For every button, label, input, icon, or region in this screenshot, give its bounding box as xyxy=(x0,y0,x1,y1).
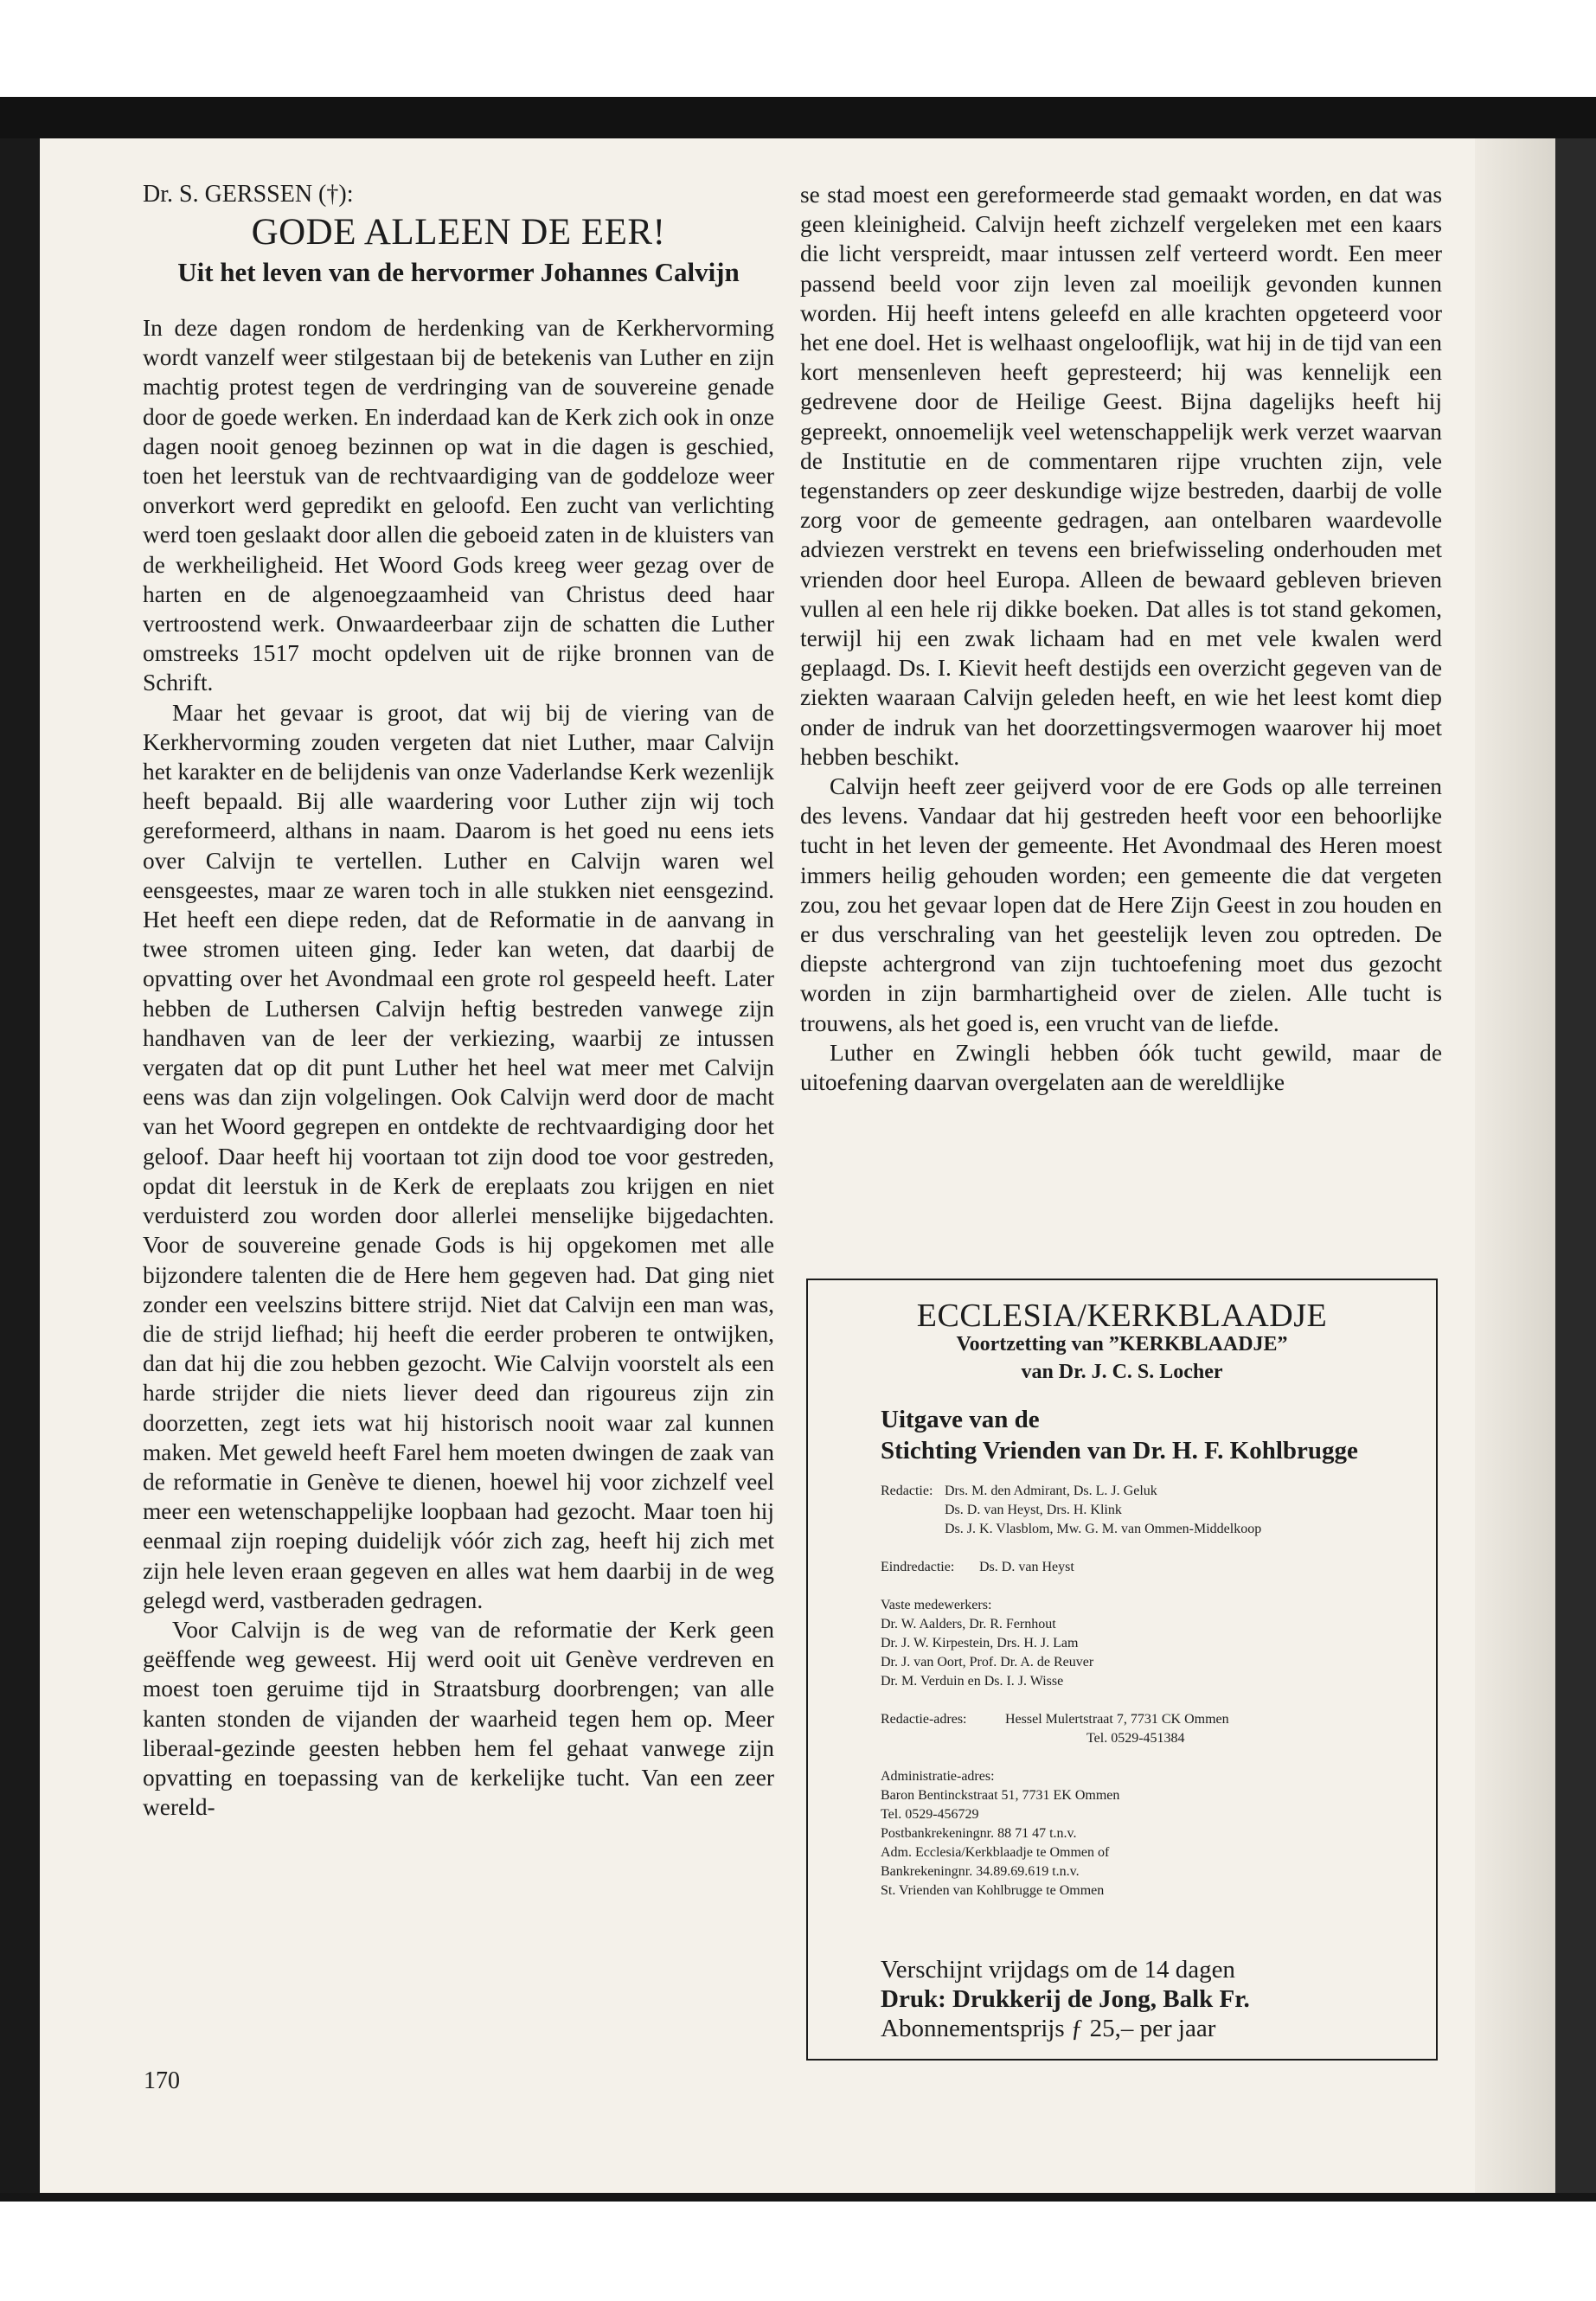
colophon-publisher-line2: Stichting Vrienden van Dr. H. F. Kohlbrugge xyxy=(881,1437,1358,1465)
colophon-title: ECCLESIA/KERKBLAADJE xyxy=(916,1298,1328,1334)
redactie-telefoon: Tel. 0529-451384 xyxy=(1086,1731,1185,1746)
article-paragraph: se stad moest een gereformeerde stad gemaakt worden, en dat was geen kleinigheid. Calvijn heeft zichzelf vergeleken met een kaars die licht verspreidt, maar intussen zelf verteerd wordt. Een meer passend beeld voor zijn leven zal moeilijk gevonden kunnen worden. Hij heeft intens geleefd en alle krachten opgeteerd voor het ene doel. Het is welhaast ongelooflijk, wat hij in de tijd van een kort mensenleven heeft gepresteerd; hij was kennelijk een gedrevene door de Heilige Geest. Bijna dagelijks heeft hij gepreekt, onnoemelijk veel wetenschappelijk werk verzet waarvan de Institutie en de commentaren rijpe vruchten zijn, vele tegenstanders op zeer deskundige wijze bestreden, daarbij de volle zorg voor de gemeente gedragen, aan ontelbaren waardevolle adviezen verstrekt en tevens een briefwisseling onderhouden met vrienden door heel Europa. Alleen de bewaard gebleven brieven vullen al een hele rij dikke boeken. Dat alles is tot stand gekomen, terwijl hij een zwak lichaam had en met vele kwalen werd geplaagd. Ds. I. Kievit heeft destijds een overzicht gegeven van de ziekten waaraan Calvijn geleden heeft, en wie het leest komt diep onder de indruk van het doorzettingsvermogen waarover hij moet hebben beschikt. xyxy=(800,182,1442,770)
colophon-box xyxy=(806,1279,1438,2061)
redactie-line: Drs. M. den Admirant, Ds. L. J. Geluk xyxy=(945,1484,1157,1498)
scan-margin-bottom xyxy=(0,2202,1596,2301)
colophon-frequency: Verschijnt vrijdags om de 14 dagen xyxy=(881,1956,1235,1984)
administratie-line: Bankrekeningnr. 34.89.69.619 t.n.v. xyxy=(881,1864,1080,1879)
redactie-line: Ds. J. K. Vlasblom, Mw. G. M. van Ommen-Middelkoop xyxy=(945,1522,1262,1536)
scan-edge-right xyxy=(1555,138,1596,2206)
article-paragraph: In deze dagen rondom de herdenking van de Kerkhervorming wordt vanzelf weer stilgestaan bij de betekenis van Luther en zijn machtig protest tegen de verdringing van de souvereine genade door de goede werken. En inderdaad kan de Kerk zich ook in onze dagen nooit genoeg bezinnen op wat in die dagen is geschied, toen het leerstuk van de rechtvaardiging van de goddeloze weer onverkort werd gepredikt en geloofd. Een zucht van verlichting werd toen geslaakt door allen die geboeid zaten in de kluisters van de werkheiligheid. Het Woord Gods kreeg weer gezag over de harten en de algenoegzaamheid van Christus deed haar vertroostend werk. Onwaardeerbaar zijn de schatten die Luther omstreeks 1517 mocht opdelven uit de rijke bronnen van de Schrift. xyxy=(143,315,774,696)
colophon-price: Abonnementsprijs ƒ 25,– per jaar xyxy=(881,2015,1216,2042)
administratie-line: St. Vrienden van Kohlbrugge te Ommen xyxy=(881,1883,1105,1898)
medewerker-line: Dr. J. van Oort, Prof. Dr. A. de Reuver xyxy=(881,1655,1094,1670)
redactie-adres-value: Hessel Mulertstraat 7, 7731 CK Ommen xyxy=(1005,1712,1229,1727)
article-left-column xyxy=(143,180,774,1822)
colophon-printer: Druk: Drukkerij de Jong, Balk Fr. xyxy=(881,1985,1250,2013)
administratie-line: Baron Bentinckstraat 51, 7731 EK Ommen xyxy=(881,1788,1120,1803)
administratie-label: Administratie-adres: xyxy=(881,1769,995,1784)
eindredactie-label: Eindredactie: xyxy=(881,1560,955,1574)
medewerker-line: Dr. W. Aalders, Dr. R. Fernhout xyxy=(881,1617,1056,1631)
article-title: GODE ALLEEN DE EER! xyxy=(251,212,666,253)
colophon-founder: van Dr. J. C. S. Locher xyxy=(1021,1361,1223,1383)
redactie-label: Redactie: xyxy=(881,1484,933,1498)
article-right-column xyxy=(800,180,1442,1097)
article-paragraph: Luther en Zwingli hebben óók tucht gewild, maar de uitoefening daarvan overgelaten aan de wereldlijke xyxy=(800,1039,1442,1096)
medewerkers-label: Vaste medewerkers: xyxy=(881,1598,992,1612)
medewerker-line: Dr. M. Verduin en Ds. I. J. Wisse xyxy=(881,1674,1064,1689)
colophon-publisher-line1: Uitgave van de xyxy=(881,1406,1040,1433)
article-paragraph: Calvijn heeft zeer geijverd voor de ere Gods op alle terreinen des levens. Vandaar dat hij gestreden heeft voor een behoorlijke tucht in het leven der gemeente. Het Avondmaal des Heren moest immers heilig gehouden worden; een gemeente die dat vergeten zou, zou het gevaar lopen dat de Here Zijn Geest in zou houden en er dus verschraling van het geestelijk leven zou optreden. De diepste achtergrond van zijn tuchtoefening moet dus gezocht worden in zijn barmhartigheid over de zielen. Alle tucht is trouwens, als het goed is, een vrucht van de liefde. xyxy=(800,773,1442,1036)
redactie-adres-label: Redactie-adres: xyxy=(881,1712,967,1727)
article-paragraph: Voor Calvijn is de weg van de reformatie der Kerk geen geëffende weg geweest. Hij werd ooit uit Genève verdreven en moest toen geruime tijd in Straatsburg doorbrengen; van alle kanten stonden de vijanden der waarheid tegen hem op. Meer liberaal-gezinde geesten hebben hem fel gehaat vanwege zijn opvatting en toepassing van de kerkelijke tucht. Van een zeer wereld- xyxy=(143,1616,774,1821)
medewerker-line: Dr. J. W. Kirpestein, Drs. H. J. Lam xyxy=(881,1636,1079,1650)
colophon-continuation: Voortzetting van ”KERKBLAADJE” xyxy=(956,1333,1288,1356)
article-paragraph: Maar het gevaar is groot, dat wij bij de viering van de Kerkhervorming zouden vergeten dat niet Luther, maar Calvijn het karakter en de belijdenis van onze Vaderlandse Kerk wezenlijk heeft bepaald. Bij alle waardering voor Luther zijn wij toch gereformeerd, althans in naam. Daarom is het goed nu eens iets over Calvijn te vertellen. Luther en Calvijn waren wel eensgeestes, maar ze waren toch in alle stukken niet eensgezind. Het heeft een diepe reden, dat de Reformatie in de aanvang in twee stromen uiteen ging. Ieder kan weten, dat daarbij de opvatting over het Avondmaal een grote rol gespeeld heeft. Later hebben de Luthersen Calvijn heftig bestreden vanwege zijn handhaven van de leer der verkiezing, waarbij ze intussen vergaten dat op dit punt Luther het heel wat meer met Calvijn eens was dan zijn volgelingen. Ook Calvijn werd door de macht van het Woord gegrepen en ontdekte de rechtvaardiging door het geloof. Daar heeft hij voortaan tot zijn dood toe voor gestreden, opdat dit leerstuk in de Kerk de ereplaats zou krijgen en niet verduisterd zou worden door allerlei menselijke bijgedachten. Voor de souvereine genade Gods is hij opgekomen met alle bijzondere talenten die de Here hem gegeven had. Dat ging niet zonder een veelszins bittere strijd. Niet dat Calvijn een man was, die de strijd liefhad; hij heeft die eerder proberen te ontwijken, dan dat hij die zou hebben gezocht. Wie Calvijn voorstelt als een harde strijder die niets liever deed dan rigoureus zijn zin doorzetten, zegt iets wat hij historisch nooit waar zal kunnen maken. Met geweld heeft Farel hem moeten dwingen de zaak van de reformatie in Genève te dienen, hoewel hij voor zichzelf veel meer een wetenschappelijke loopbaan had gezocht. Maar toen hij eenmaal zijn roeping duidelijk vóór zich zag, heeft hij zich met zijn hele leven eraan gegeven en alles wat hem daarbij in de weg gelegd werd, vastberaden gedragen. xyxy=(143,699,774,1613)
scan-edge-left xyxy=(0,138,40,2223)
page-number: 170 xyxy=(144,2067,180,2094)
eindredactie-value: Ds. D. van Heyst xyxy=(979,1560,1074,1574)
redactie-line: Ds. D. van Heyst, Drs. H. Klink xyxy=(945,1503,1122,1517)
article-author: Dr. S. GERSSEN (†): xyxy=(143,181,354,208)
article-subtitle: Uit het leven van de hervormer Johannes Calvijn xyxy=(177,257,740,287)
administratie-line: Tel. 0529-456729 xyxy=(881,1807,979,1822)
administratie-line: Postbankrekeningnr. 88 71 47 t.n.v. xyxy=(881,1826,1077,1841)
page-gutter-shadow xyxy=(1475,138,1555,2195)
administratie-line: Adm. Ecclesia/Kerkblaadje te Ommen of xyxy=(881,1845,1110,1860)
